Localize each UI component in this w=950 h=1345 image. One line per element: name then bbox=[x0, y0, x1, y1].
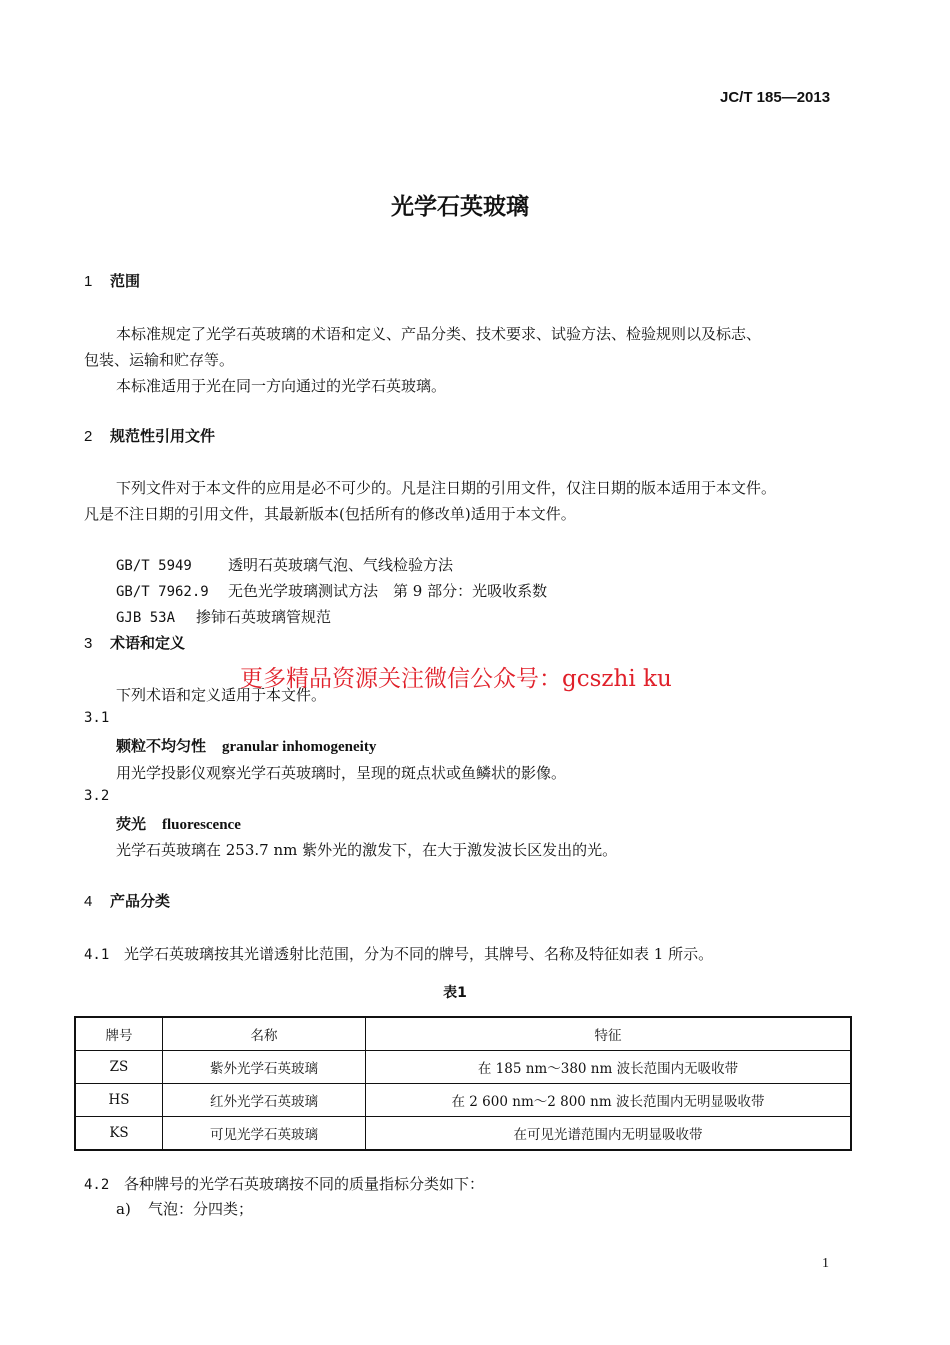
reference-title: 掺铈石英玻璃管规范 bbox=[196, 608, 332, 626]
term-chinese: 荧光 bbox=[116, 815, 147, 833]
section-4-heading bbox=[84, 890, 170, 911]
clause-text: 光学石英玻璃按其光谱透射比范围，分为不同的牌号，其牌号、名称及特征如表 1 所示。 bbox=[124, 945, 714, 963]
column-header: 名称 bbox=[163, 1017, 366, 1051]
reference-title: 无色光学玻璃测试方法 第 9 部分：光吸收系数 bbox=[228, 582, 548, 600]
reference-code: GJB 53A bbox=[116, 610, 176, 626]
paragraph: 本标准适用于光在同一方向通过的光学石英玻璃。 bbox=[116, 377, 447, 395]
table-cell: 在 185 nm～380 nm 波长范围内无吸收带 bbox=[366, 1051, 852, 1084]
term-entry bbox=[116, 735, 376, 756]
column-header: 特征 bbox=[366, 1017, 852, 1051]
section-title: 产品分类 bbox=[110, 892, 171, 910]
term-entry bbox=[116, 813, 241, 834]
section-number: 4 bbox=[84, 893, 93, 910]
clause-text: 各种牌号的光学石英玻璃按不同的质量指标分类如下： bbox=[124, 1175, 485, 1193]
reference-title: 透明石英玻璃气泡、气线检验方法 bbox=[228, 556, 454, 574]
standard-code: JC/T 185—2013 bbox=[720, 89, 831, 106]
paragraph: 本标准规定了光学石英玻璃的术语和定义、产品分类、技术要求、试验方法、检验规则以及标志、 bbox=[116, 325, 762, 343]
table-cell: 在 2 600 nm～2 800 nm 波长范围内无明显吸收带 bbox=[366, 1084, 852, 1117]
section-number: 2 bbox=[84, 428, 93, 445]
clause-number: 3.1 bbox=[84, 710, 110, 726]
section-3-heading bbox=[84, 632, 185, 653]
reference-item bbox=[116, 606, 331, 627]
document-title: 光学石英玻璃 bbox=[391, 194, 529, 220]
section-1-heading bbox=[84, 270, 140, 291]
term-chinese: 颗粒不均匀性 bbox=[116, 737, 207, 755]
list-text: 气泡：分四类； bbox=[148, 1200, 254, 1218]
table-row bbox=[75, 1051, 851, 1084]
term-definition: 用光学投影仪观察光学石英玻璃时，呈现的斑点状或鱼鳞状的影像。 bbox=[116, 764, 567, 782]
reference-code: GB/T 7962.9 bbox=[116, 584, 209, 600]
table-row bbox=[75, 1117, 851, 1151]
section-number: 3 bbox=[84, 635, 93, 652]
table-header-row bbox=[75, 1017, 851, 1051]
term-english: granular inhomogeneity bbox=[222, 739, 377, 755]
watermark-text: 更多精品资源关注微信公众号：gcszhi ku bbox=[240, 666, 672, 692]
page-number: 1 bbox=[822, 1256, 829, 1271]
clause-number: 3.2 bbox=[84, 788, 110, 804]
list-item bbox=[116, 1198, 253, 1219]
table-row bbox=[75, 1084, 851, 1117]
table-cell: 在可见光谱范围内无明显吸收带 bbox=[366, 1117, 852, 1151]
section-title: 规范性引用文件 bbox=[110, 427, 216, 445]
section-number: 1 bbox=[84, 273, 93, 290]
reference-code: GB/T 5949 bbox=[116, 558, 192, 574]
table-cell: 紫外光学石英玻璃 bbox=[163, 1051, 366, 1084]
table-cell: 可见光学石英玻璃 bbox=[163, 1117, 366, 1151]
clause-number: 4.1 bbox=[84, 947, 110, 963]
reference-item bbox=[116, 554, 453, 575]
paragraph: 凡是不注日期的引用文件，其最新版本(包括所有的修改单)适用于本文件。 bbox=[84, 505, 576, 523]
term-definition: 光学石英玻璃在 253.7 nm 紫外光的激发下，在大于激发波长区发出的光。 bbox=[116, 841, 618, 859]
paragraph: 下列术语和定义适用于本文件。 bbox=[116, 686, 327, 704]
product-grade-table bbox=[74, 1016, 852, 1151]
section-2-heading bbox=[84, 425, 215, 446]
reference-item bbox=[116, 580, 547, 601]
table-cell: HS bbox=[75, 1084, 163, 1117]
table-caption: 表1 bbox=[443, 985, 467, 1001]
table-cell: KS bbox=[75, 1117, 163, 1151]
section-title: 术语和定义 bbox=[110, 634, 186, 652]
clause-number: 4.2 bbox=[84, 1177, 110, 1193]
term-english: fluorescence bbox=[162, 817, 241, 833]
column-header: 牌号 bbox=[75, 1017, 163, 1051]
table-cell: 红外光学石英玻璃 bbox=[163, 1084, 366, 1117]
paragraph: 下列文件对于本文件的应用是必不可少的。凡是注日期的引用文件，仅注日期的版本适用于本文件。 bbox=[116, 479, 777, 497]
paragraph: 包装、运输和贮存等。 bbox=[84, 351, 235, 369]
table-cell: ZS bbox=[75, 1051, 163, 1084]
list-label: a) bbox=[116, 1200, 131, 1218]
clause-4-1 bbox=[84, 943, 713, 964]
section-title: 范围 bbox=[110, 272, 141, 290]
clause-4-2 bbox=[84, 1173, 484, 1194]
